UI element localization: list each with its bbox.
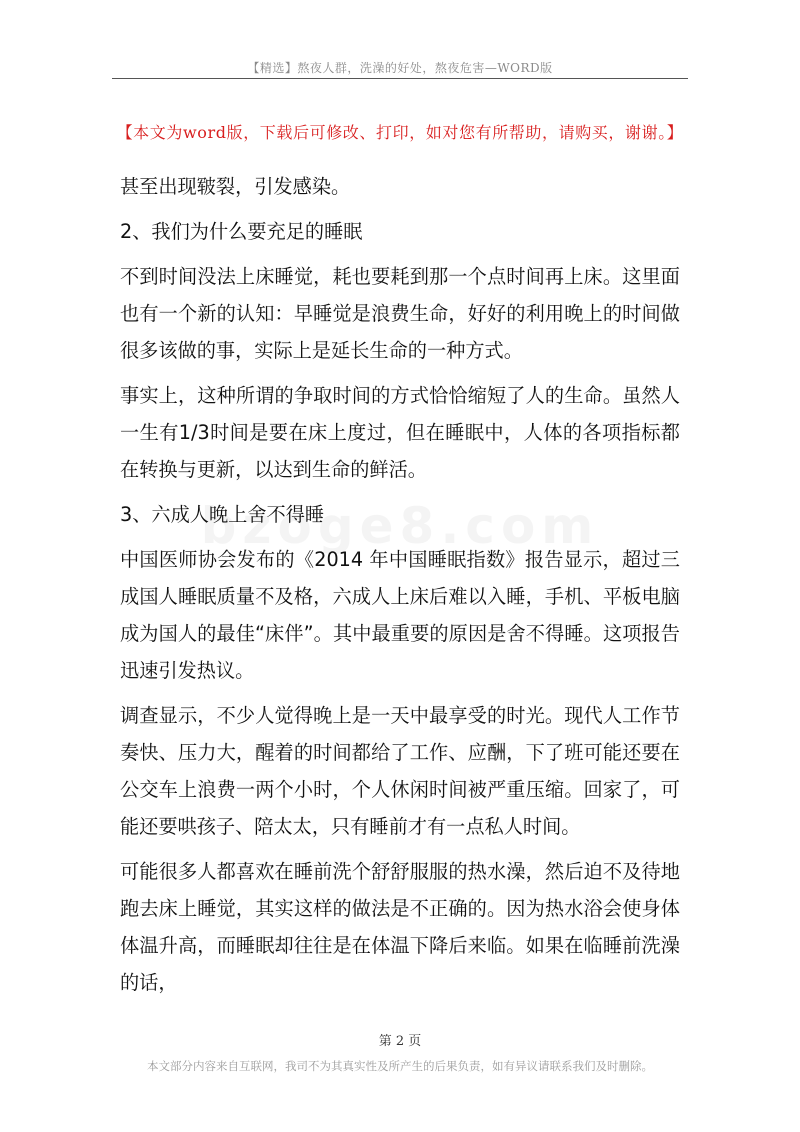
page-header: 【精选】熬夜人群，洗澡的好处，熬夜危害—WORD版 — [247, 61, 553, 75]
header-rule — [112, 78, 688, 79]
paragraph: 调查显示，不少人觉得晚上是一天中最享受的时光。现代人工作节奏快、压力大，醒着的时间都给了工作、应酬，下了班可能还要在公交车上浪费一两个小时，个人休闲时间被严重压缩。回家了，可能还要哄孩子、陪太太，只有睡前才有一点私人时间。 — [120, 704, 680, 838]
paragraph: 事实上，这种所谓的争取时间的方式恰恰缩短了人的生命。虽然人一生有1/3时间是要在床上度过，但在睡眠中，人体的各项指标都在转换与更新，以达到生命的鲜活。 — [120, 384, 680, 481]
section-heading: 3、六成人晚上舍不得睡 — [120, 503, 325, 526]
paragraph: 不到时间没法上床睡觉，耗也要耗到那一个点时间再上床。这里面也有一个新的认知：早睡觉是浪费生命，好好的利用晚上的时间做很多该做的事，实际上是延长生命的一种方式。 — [120, 265, 680, 362]
footer-disclaimer: 本文部分内容来自互联网，我司不为其真实性及所产生的后果负责，如有异议请联系我们及时删除。 — [147, 1059, 653, 1073]
document-body — [120, 168, 680, 1009]
section-heading: 2、我们为什么要充足的睡眠 — [120, 220, 363, 243]
paragraph: 甚至出现皲裂，引发感染。 — [120, 175, 351, 198]
paragraph: 可能很多人都喜欢在睡前洗个舒舒服服的热水澡，然后迫不及待地跑去床上睡觉，其实这样的做法是不正确的。因为热水浴会使身体体温升高，而睡眠却往往是在体温下降后来临。如果在临睡前洗澡的话， — [120, 860, 680, 994]
page-number: 第 2 页 — [378, 1034, 422, 1049]
paragraph: 中国医师协会发布的《2014 年中国睡眠指数》报告显示，超过三成国人睡眠质量不及格，六成人上床后难以入睡，手机、平板电脑成为国人的最佳“床伴”。其中最重要的原因是舍不得睡。这项报告迅速引发热议。 — [120, 548, 680, 682]
download-notice: 【本文为word版，下载后可修改、打印，如对您有所帮助，请购买，谢谢。】 — [116, 123, 684, 142]
